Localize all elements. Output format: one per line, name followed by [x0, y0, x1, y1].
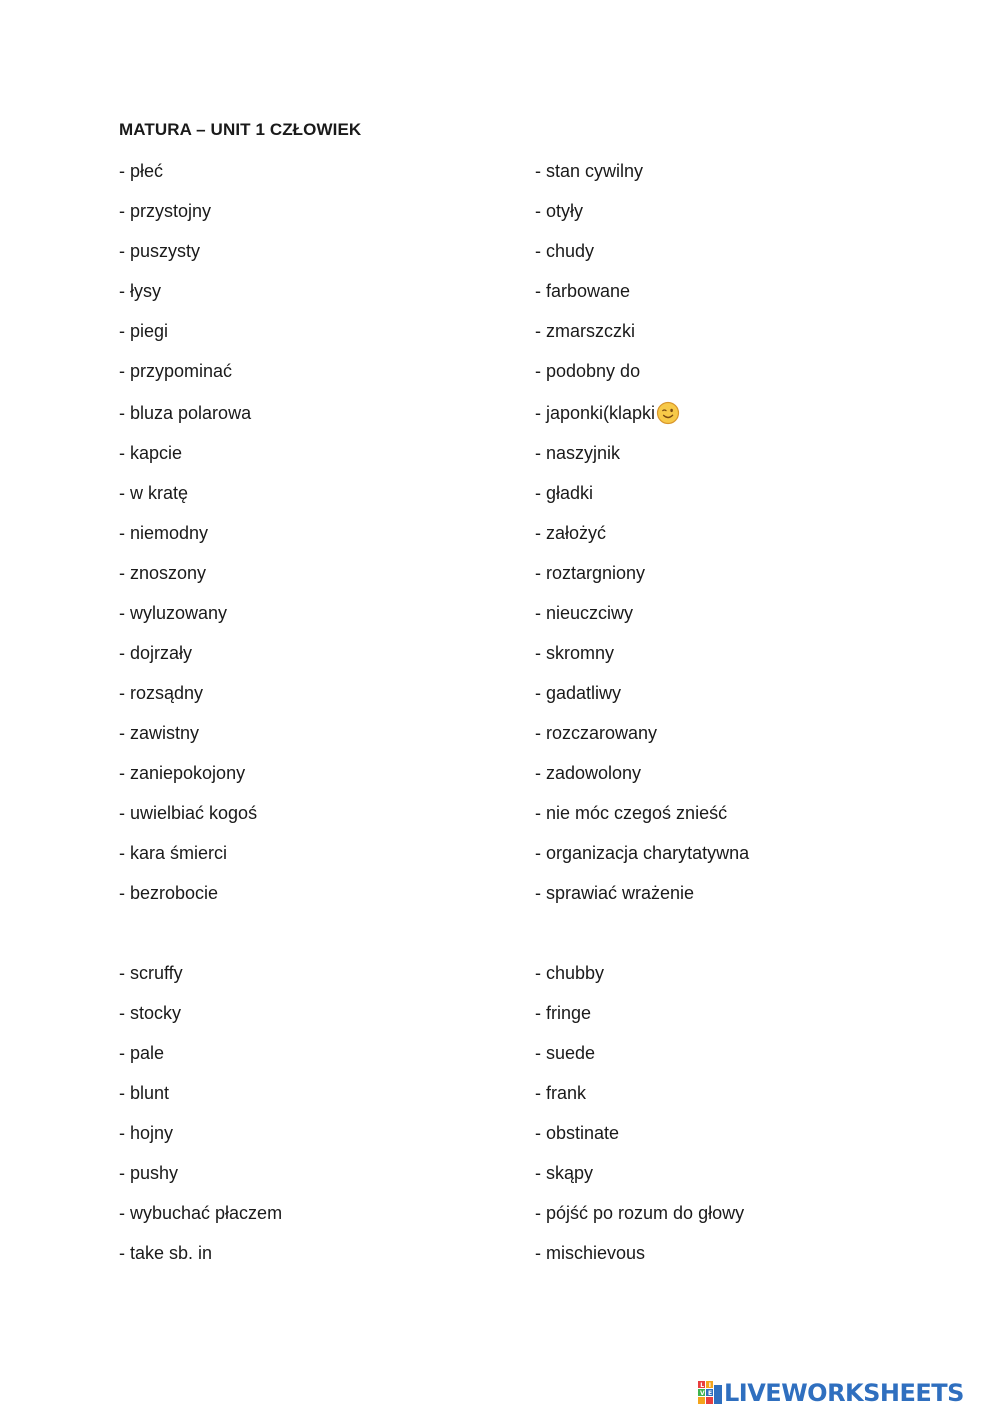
- vocab-item-right: - pójść po rozum do głowy: [535, 1203, 745, 1223]
- vocab-item-left: - pale: [119, 1043, 165, 1063]
- vocab-row: [119, 279, 839, 303]
- vocab-item-right: - otyły: [535, 201, 584, 221]
- vocab-item-left: - płeć: [119, 161, 164, 181]
- vocab-item-left: - zaniepokojony: [119, 763, 246, 783]
- svg-text:I: I: [708, 1382, 712, 1390]
- vocab-item-right: - gadatliwy: [535, 683, 622, 703]
- vocab-row: [119, 359, 839, 383]
- vocab-item-left: - blunt: [119, 1083, 170, 1103]
- vocab-item-right: - zadowolony: [535, 763, 642, 783]
- vocab-item-left: - stocky: [119, 1003, 182, 1023]
- vocab-item-right: - obstinate: [535, 1123, 620, 1143]
- vocab-item-left: - znoszony: [119, 563, 207, 583]
- vocab-item-right: - sprawiać wrażenie: [535, 883, 695, 903]
- vocab-item-left: - zawistny: [119, 723, 200, 743]
- vocab-item-left: - bluza polarowa: [119, 403, 252, 423]
- svg-text:L: L: [700, 1382, 705, 1390]
- vocab-row: [119, 1001, 839, 1025]
- vocab-item-left: - niemodny: [119, 523, 209, 543]
- svg-text:E: E: [708, 1390, 713, 1398]
- vocab-item-right: - roztargniony: [535, 563, 646, 583]
- vocab-item-left: - pushy: [119, 1163, 179, 1183]
- vocab-row: [119, 681, 839, 705]
- vocab-row: [119, 1081, 839, 1105]
- vocab-item-left: - bezrobocie: [119, 883, 219, 903]
- vocab-row: [119, 1241, 839, 1265]
- vocab-item-left: - piegi: [119, 321, 169, 341]
- vocab-item-right-text: - japonki(klapki: [535, 403, 656, 423]
- vocab-item-left: - kara śmierci: [119, 843, 228, 863]
- vocab-item-right: - stan cywilny: [535, 161, 644, 181]
- vocab-item-left: - wybuchać płaczem: [119, 1203, 283, 1223]
- vocab-item-left: - przystojny: [119, 201, 212, 221]
- svg-text:V: V: [700, 1390, 705, 1398]
- vocab-item-right: - nieuczciwy: [535, 603, 634, 623]
- vocab-item-left: - take sb. in: [119, 1243, 213, 1263]
- vocab-row: [119, 721, 839, 745]
- liveworksheets-logo[interactable]: [697, 1378, 964, 1408]
- vocab-item-right: - fringe: [535, 1003, 592, 1023]
- vocab-row: [119, 761, 839, 785]
- vocab-item-left: - łysy: [119, 281, 161, 301]
- vocab-item-left: - scruffy: [119, 963, 183, 983]
- vocab-row: [119, 239, 839, 263]
- vocab-item-right: - chudy: [535, 241, 595, 261]
- liveworksheets-brand-text: LIVEWORKSHEETS: [724, 1379, 964, 1407]
- vocab-item-right: - zmarszczki: [535, 321, 635, 341]
- vocab-item-left: - kapcie: [119, 443, 183, 463]
- vocab-item-right: - suede: [535, 1043, 596, 1063]
- vocab-item-left: - puszysty: [119, 241, 201, 261]
- vocab-item-left: - wyluzowany: [119, 603, 228, 623]
- vocab-item-left: - hojny: [119, 1123, 174, 1143]
- vocab-row: [119, 199, 839, 223]
- vocab-row: [119, 481, 839, 505]
- vocab-item-right: [535, 401, 680, 425]
- liveworksheets-blocks-icon: [697, 1379, 723, 1407]
- vocab-row: [119, 841, 839, 865]
- vocab-row: [119, 881, 839, 905]
- vocab-row: [119, 319, 839, 343]
- vocab-item-right: - skromny: [535, 643, 615, 663]
- page-title: MATURA – UNIT 1 CZŁOWIEK: [119, 120, 362, 139]
- vocab-row: [119, 441, 839, 465]
- vocab-item-right: - farbowane: [535, 281, 631, 301]
- vocab-item-right: - organizacja charytatywna: [535, 843, 750, 863]
- vocab-item-right: - podobny do: [535, 361, 641, 381]
- vocab-row: [119, 159, 839, 183]
- vocab-row: [119, 641, 839, 665]
- vocab-row: [119, 521, 839, 545]
- winking-face-emoji-icon: [656, 401, 680, 425]
- vocab-item-left: - rozsądny: [119, 683, 204, 703]
- vocab-item-right: - założyć: [535, 523, 607, 543]
- vocab-row: [119, 961, 839, 985]
- vocab-row: [119, 561, 839, 585]
- vocab-item-left: - w kratę: [119, 483, 189, 503]
- vocab-row: [119, 401, 839, 425]
- vocab-row: [119, 1161, 839, 1185]
- vocab-row: [119, 601, 839, 625]
- vocab-row: [119, 1201, 839, 1225]
- vocab-item-left: - dojrzały: [119, 643, 193, 663]
- vocab-row: [119, 1041, 839, 1065]
- vocab-item-right: - skąpy: [535, 1163, 594, 1183]
- vocab-item-right: - chubby: [535, 963, 605, 983]
- vocab-item-right: - naszyjnik: [535, 443, 621, 463]
- vocab-item-right: - frank: [535, 1083, 587, 1103]
- vocab-item-left: - przypominać: [119, 361, 233, 381]
- vocab-item-right: - gładki: [535, 483, 594, 503]
- vocab-row: [119, 801, 839, 825]
- vocab-item-left: - uwielbiać kogoś: [119, 803, 258, 823]
- vocab-item-right: - nie móc czegoś znieść: [535, 803, 728, 823]
- vocab-row: [119, 1121, 839, 1145]
- vocab-item-right: - rozczarowany: [535, 723, 658, 743]
- vocab-item-right: - mischievous: [535, 1243, 646, 1263]
